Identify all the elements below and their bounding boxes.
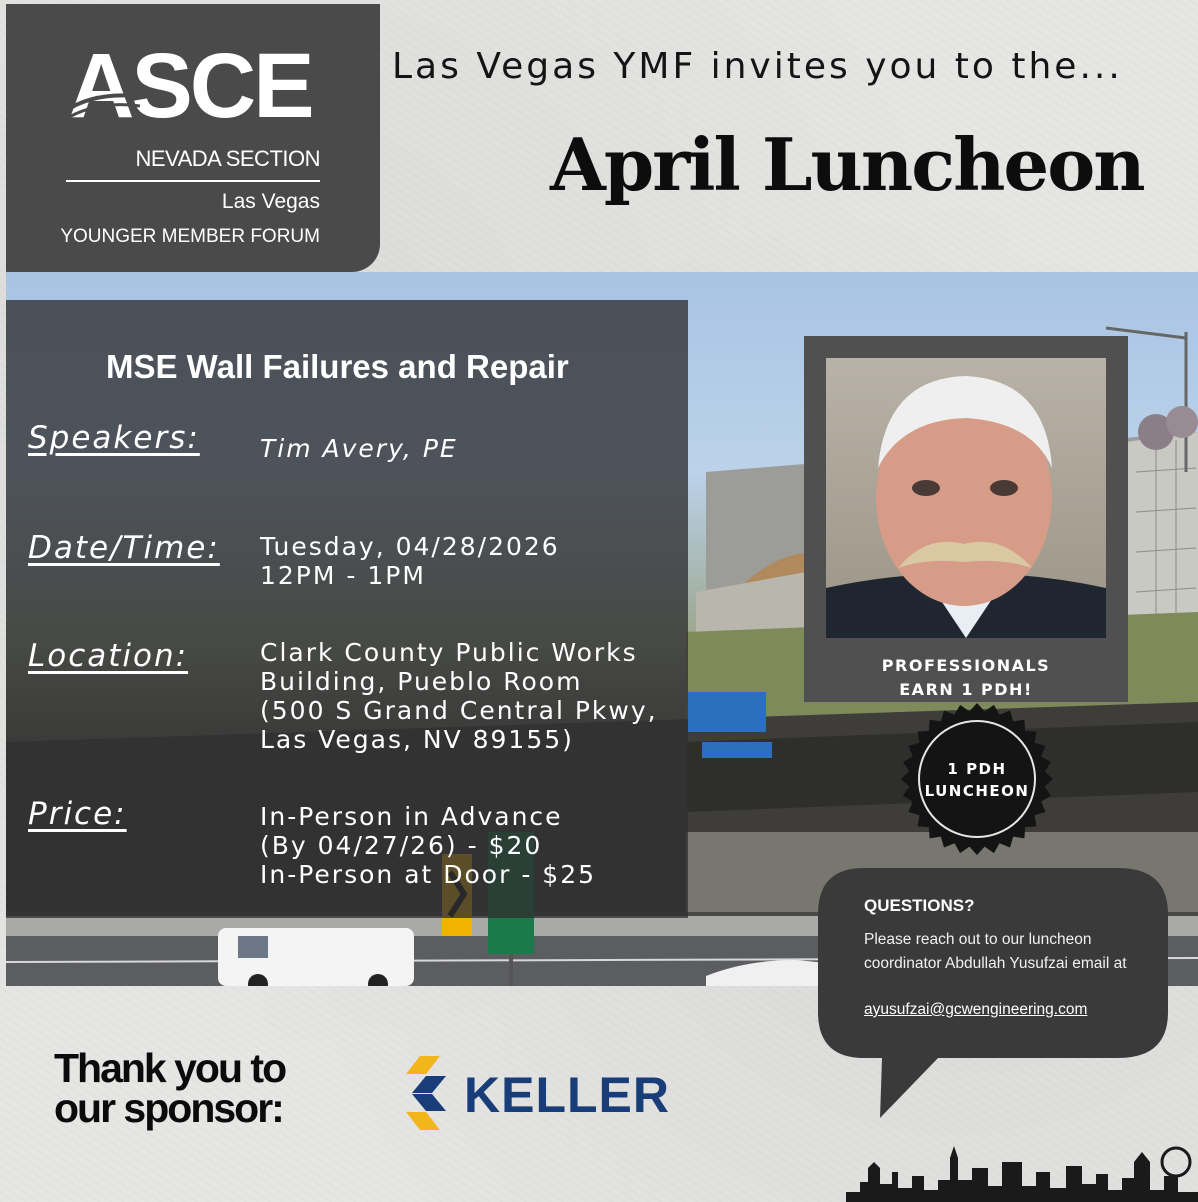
price-line: (By 04/27/26) - $20 <box>260 831 543 860</box>
asce-logo-block <box>6 4 380 272</box>
pdh-earn-line: PROFESSIONALS <box>881 656 1051 675</box>
asce-logo-text: ASCE <box>68 35 312 137</box>
seal-line: LUNCHEON <box>924 782 1030 800</box>
topic-title: MSE Wall Failures and Repair <box>106 348 569 385</box>
date-line: Tuesday, 04/28/2026 <box>260 532 560 561</box>
asce-swoosh-icon <box>62 86 142 126</box>
event-title: April Luncheon <box>550 122 1144 207</box>
thanks-line: Thank you to <box>54 1045 286 1091</box>
location-line: Las Vegas, NV 89155) <box>260 725 574 754</box>
speaker-card <box>804 336 1128 702</box>
questions-title: QUESTIONS? <box>864 896 975 915</box>
pdh-seal-badge <box>900 702 1054 856</box>
price-label: Price: <box>28 796 127 832</box>
speakers-value: Tim Avery, PE <box>260 434 458 463</box>
logo-city: Las Vegas <box>221 190 320 213</box>
keller-logo-icon <box>406 1056 450 1130</box>
event-info-panel <box>6 300 688 918</box>
logo-forum: YOUNGER MEMBER FORUM <box>60 226 320 247</box>
seal-line: 1 PDH <box>947 760 1007 778</box>
location-label: Location: <box>28 638 189 674</box>
invite-line: Las Vegas YMF invites you to the... <box>392 46 1123 87</box>
speakers-label: Speakers: <box>28 420 200 456</box>
coordinator-email-link[interactable]: ayusufzai@gcwengineering.com <box>864 1001 1088 1018</box>
price-value <box>260 802 596 889</box>
datetime-value <box>260 532 560 590</box>
price-line: In-Person in Advance <box>260 802 563 831</box>
location-line: Clark County Public Works <box>260 638 638 667</box>
datetime-label: Date/Time: <box>28 530 220 566</box>
time-line: 12PM - 1PM <box>260 561 426 590</box>
location-line: Building, Pueblo Room <box>260 667 583 696</box>
logo-section: NEVADA SECTION <box>135 146 320 171</box>
location-line: (500 S Grand Central Pkwy, <box>260 696 658 725</box>
skyline-icon <box>846 1132 1198 1202</box>
thanks-line: our sponsor: <box>54 1085 283 1131</box>
pdh-earn-line: EARN 1 PDH! <box>899 680 1033 699</box>
sponsor-name: KELLER <box>464 1067 670 1123</box>
speaker-photo <box>826 358 1106 638</box>
sponsor-thanks <box>54 1045 286 1131</box>
location-value <box>260 638 658 754</box>
price-line: In-Person at Door - $25 <box>260 860 597 889</box>
logo-divider <box>66 180 320 182</box>
questions-body: Please reach out to our luncheon coordinator Abdullah Yusufzai email at <box>864 931 1127 972</box>
pdh-earn-text <box>804 654 1128 702</box>
